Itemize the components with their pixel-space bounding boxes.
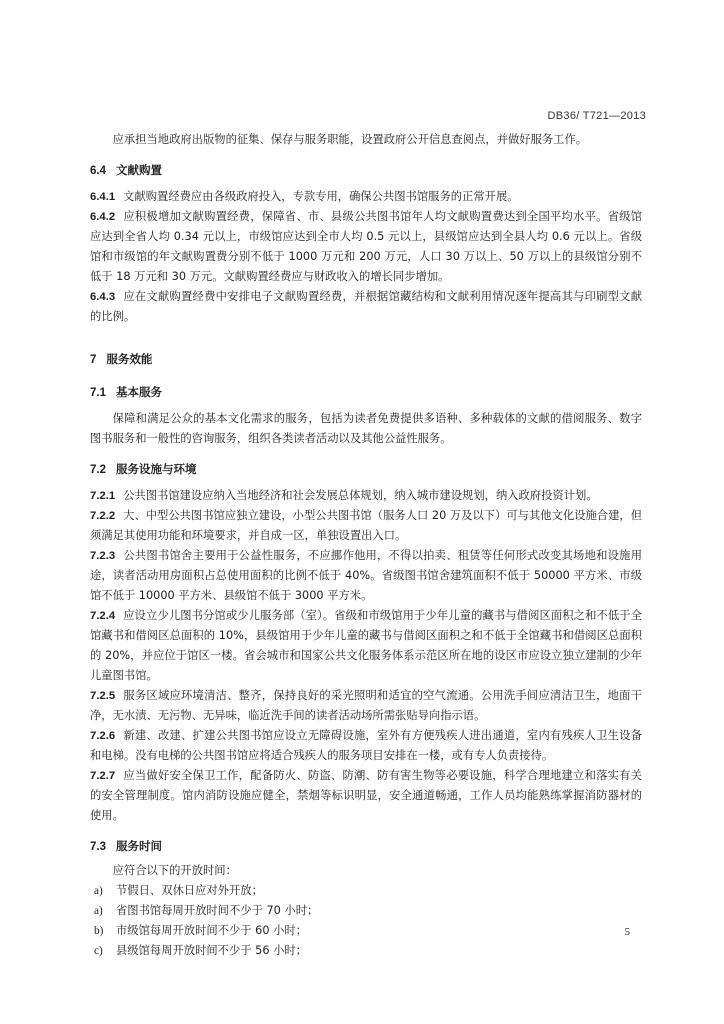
clause-7-2-5 — [90, 686, 642, 726]
clause-7-2-2 — [90, 506, 642, 546]
section-title: 服务时间 — [116, 839, 162, 853]
section-7-3-heading — [90, 836, 642, 857]
list-marker: a) — [94, 885, 103, 897]
list-item — [90, 921, 642, 941]
intro-paragraph: 应承担当地政府出版物的征集、保存与服务职能，设置政府公开信息查阅点，并做好服务工作。 — [112, 133, 588, 146]
list-marker: a) — [94, 905, 103, 917]
clause-7-2-6 — [90, 726, 642, 766]
clause-number: 7.2.2 — [90, 510, 116, 522]
clause-number: 7.2.7 — [90, 770, 116, 782]
section-7-2-heading — [90, 459, 642, 480]
clause-text: 应设立少儿图书分馆或少儿服务部（室）。省级和市级馆用于少年儿童的藏书与借阅区面积之和不低于全馆藏书和借阅区总面积的 10%，县级馆用于少年儿童的藏书与借阅区面积之和不低于全馆藏书和借阅区总面积的 20%，并应位于馆区一楼。省会城市和国家公共文化服务体系示范区所在地的设区市应设立独立建制的少年儿童图书馆。 — [90, 609, 642, 682]
clause-text: 新建、改建、扩建公共图书馆应设立无障碍设施，室外有方便残疾人进出通道，室内有残疾人卫生设备和电梯。没有电梯的公共图书馆应将适合残疾人的服务项目安排在一楼，或有专人负责接待。 — [90, 729, 642, 762]
section-7-1-heading — [90, 382, 642, 403]
clause-number: 6.4.2 — [90, 211, 116, 223]
section-number: 6.4 — [90, 165, 106, 177]
clause-text: 公共图书馆建设应纳入当地经济和社会发展总体规划，纳入城市建设规划，纳入政府投资计划。 — [123, 489, 598, 502]
clause-text: 应在文献购置经费中安排电子文献购置经费，并根据馆藏结构和文献利用情况逐年提高其与印刷型文献的比例。 — [90, 290, 642, 323]
clause-number: 7.2.1 — [90, 490, 116, 502]
clause-text: 服务区域应环境清洁、整齐，保持良好的采光照明和适宜的空气流通。公用洗手间应清洁卫生，地面干净，无水渍、无污物、无异味，临近洗手间的读者活动场所需张贴导向指示语。 — [90, 689, 642, 722]
section-title: 服务设施与环境 — [116, 462, 197, 476]
list-item-text: 节假日、双休日应对外开放； — [116, 884, 263, 897]
section-title: 文献购置 — [116, 163, 162, 177]
chapter-title: 服务效能 — [106, 352, 153, 366]
section-number: 7.1 — [90, 387, 106, 399]
clause-number: 7.2.6 — [90, 730, 116, 742]
chapter-number: 7 — [90, 354, 97, 366]
clause-text: 应当做好安全保卫工作，配备防火、防盗、防潮、防有害生物等必要设施，科学合理地建立和落实有关的安全管理制度。馆内消防设施应健全，禁烟等标识明显，安全通道畅通，工作人员均能熟练掌握消防器材的使用。 — [90, 769, 642, 822]
clause-text: 公共图书馆舍主要用于公益性服务，不应挪作他用，不得以拍卖、租赁等任何形式改变其场地和设施用途，读者活动用房面积占总使用面积的比例不低于 40%。省级图书馆舍建筑面积不低于 50000 平方米、市级馆不低于 10000 平方米、县级馆不低于 3000 平方米。 — [90, 549, 642, 602]
clause-text: 文献购置经费应由各级政府投入，专款专用，确保公共图书馆服务的正常开展。 — [123, 190, 519, 203]
opening-hours-list — [90, 881, 642, 961]
clause-6-4-3 — [90, 287, 642, 327]
clause-7-2-1 — [90, 486, 642, 506]
list-item-text: 县级馆每周开放时间不少于 56 小时； — [116, 944, 308, 957]
list-marker: b) — [94, 925, 104, 937]
clause-number: 7.2.4 — [90, 610, 116, 622]
clause-number: 6.4.1 — [90, 191, 116, 203]
section-title: 基本服务 — [116, 385, 162, 399]
clause-6-4-2 — [90, 207, 642, 287]
section-7-1-body: 保障和满足公众的基本文化需求的服务，包括为读者免费提供多语种、多种载体的文献的借阅服务、数字图书服务和一般性的咨询服务，组织各类读者活动以及其他公益性服务。 — [90, 412, 642, 445]
clause-7-2-3 — [90, 546, 642, 606]
clause-text: 大、中型公共图书馆应独立建设，小型公共图书馆（服务人口 20 万及以下）可与其他文化设施合建，但须满足其使用功能和环境要求，并自成一区，单独设置出入口。 — [90, 509, 642, 542]
list-marker: c) — [94, 945, 103, 957]
list-item — [90, 881, 642, 901]
clause-7-2-4 — [90, 606, 642, 686]
clause-7-2-7 — [90, 766, 642, 826]
chapter-7-heading — [90, 349, 642, 370]
page-number: 5 — [624, 926, 630, 938]
list-item — [90, 941, 642, 961]
standard-code: DB36/ T721—2013 — [547, 110, 646, 122]
section-6-4-heading — [90, 160, 642, 181]
list-item-text: 省图书馆每周开放时间不少于 70 小时； — [116, 904, 319, 917]
document-body — [90, 130, 642, 961]
section-7-3-lead: 应符合以下的开放时间： — [112, 864, 237, 877]
list-item — [90, 901, 642, 921]
clause-text: 应积极增加文献购置经费，保障省、市、县级公共图书馆年人均文献购置费达到全国平均水平。省级馆应达到全省人均 0.34 元以上，市级馆应达到全市人均 0.5 元以上，县级馆应达到全县人均 0.6 元以上。省级馆和市级馆的年文献购置费分别不低于 1000 万元和 200 万元，人口 30 万以上、50 万以上的县级馆分别不低于 18 万元和 30 万元。文献购置经费应与财政收入的增长同步增加。 — [90, 210, 642, 283]
clause-6-4-1 — [90, 187, 642, 207]
section-number: 7.2 — [90, 464, 106, 476]
clause-number: 7.2.3 — [90, 550, 116, 562]
section-number: 7.3 — [90, 841, 106, 853]
list-item-text: 市级馆每周开放时间不少于 60 小时； — [116, 924, 308, 937]
clause-number: 6.4.3 — [90, 291, 116, 303]
clause-number: 7.2.5 — [90, 690, 116, 702]
